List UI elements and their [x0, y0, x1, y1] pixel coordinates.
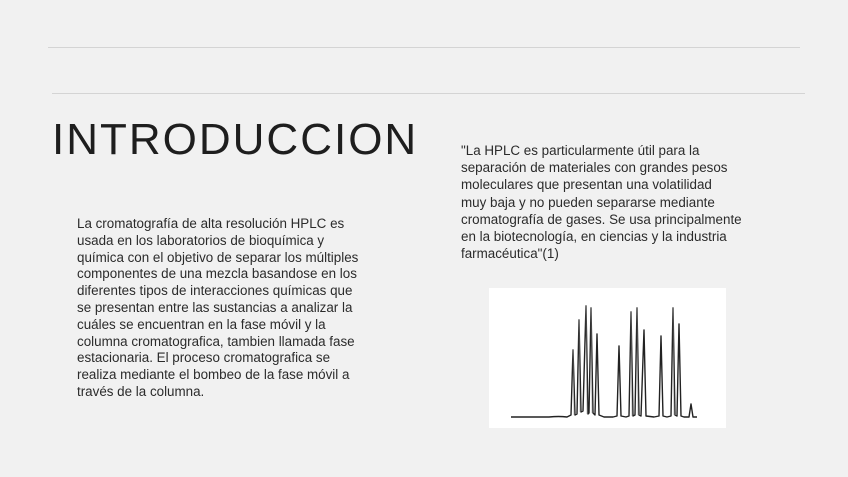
top-divider [48, 47, 800, 48]
body-paragraph: La cromatografía de alta resolución HPLC es usada en los laboratorios de bioquímica y química con el objetivo de separar los múltiples componentes de una mezcla basandose en los diferentes tipos de interacciones químicas que se presentan entre las sustancias a analizar la cuáles se encuentran en la fase móvil y la columna cromatografica, tambien llamada fase estacionaria. El proceso cromatografica se realiza mediante el bombeo de la fase móvil a través de la columna. [77, 216, 359, 399]
chromatogram-image [489, 288, 726, 428]
slide-title: INTRODUCCION [52, 115, 419, 164]
title-divider [52, 93, 805, 94]
quote-paragraph: "La HPLC es particularmente útil para la separación de materiales con grandes pesos moleculares que presentan una volatilidad muy baja y no pueden separarse mediante cromatografía de gases. Se usa principalmente en la biotecnología, en ciencias y la industria farmacéutica"(1) [461, 143, 742, 262]
